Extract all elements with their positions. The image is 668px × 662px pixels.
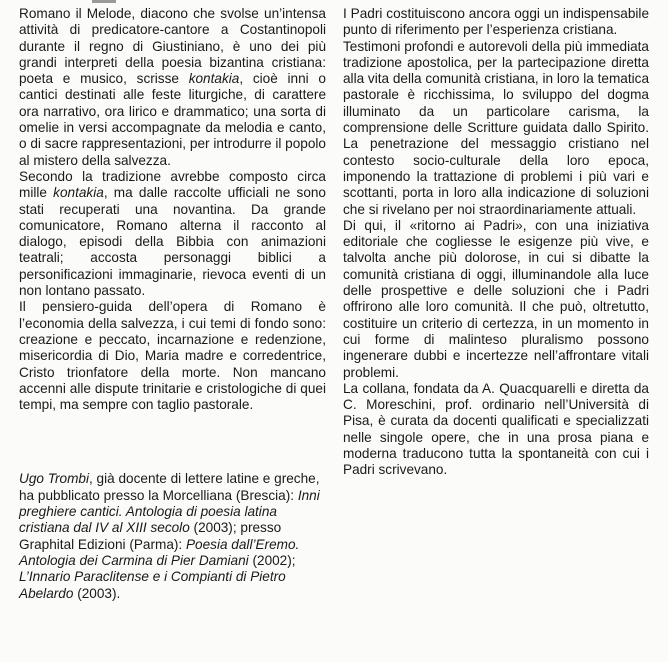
italic-term: kontakia <box>53 185 104 201</box>
top-edge-mark <box>92 0 116 3</box>
book-title: Inni preghiere cantici. Antologia di poesia latina cristiana dal IV al XIII secolo <box>19 487 320 536</box>
paragraph-fathers-reference: I Padri costituiscono ancora oggi un indispensabile punto di riferimento per l’esperienza cristiana. <box>343 6 649 38</box>
paragraph-tradition <box>19 169 326 299</box>
paragraph-witnesses: Testimoni profondi e autorevoli della più immediata tradizione apostolica, per la partecipazione diretta alla vita della comunità cristiana, in loro la tematica pastorale è ricchissima, lo sviluppo del dogma illuminato da un particolare carisma, la comprensione delle Scritture guidata dallo Spirito. La penetrazione del messaggio cristiano nel contesto socio-culturale della loro epoca, imponendo la trattazione di problemi i più vari e scottanti, porta in loro alla indicazione di soluzioni che si rivelano per noi straordinariamente attuali. <box>343 38 650 217</box>
right-column <box>343 6 649 479</box>
text-run: Romano il Melode, diacono che svolse un’intensa attività di predicatore-cantore a Costantinopoli durante il regno di Giustiniano, è uno dei più grandi interpreti della poesia bizantina cristiana: poeta e musico, scrisse <box>19 6 326 87</box>
paragraph-return-to-fathers: Di qui, il «ritorno ai Padri», con una iniziativa editoriale che cogliesse le esigenze più vive, e talvolta anche più dolorose, in cui si dibatte la comunità cristiana di oggi, illuminandole alla luce delle prospettive e delle soluzioni che i Padri offrirono alle loro comunità. Il che può, oltretutto, costituire un criterio di certezza, in un momento in cui forme di malinteso pluralismo possono ingenerare dubbi e incertezze nell’affrontare vitali problemi. <box>343 217 649 380</box>
text-run: , già docente di lettere latine e greche, ha pubblicato presso la Morcelliana (Brescia): <box>19 471 320 503</box>
text-run: , cioè inni o cantici destinati alle feste liturgiche, di carattere ora narrativo, ora lirico e drammatico; una sorta di omelie in versi accompagnate da melodia e canto, o di sacre rappresentazioni, per introdurre il popolo al mistero della salvezza. <box>19 71 326 168</box>
text-run: Secondo la tradizione avrebbe composto circa mille <box>19 168 326 201</box>
author-name: Ugo Trombi <box>19 471 89 487</box>
book-title: L’Innario Paraclitense e i Compianti di Pietro Abelardo <box>19 569 286 601</box>
book-title: Poesia dall’Eremo. Antologia dei Carmina di Pier Damiani <box>19 536 300 568</box>
text-run: (2003); presso Graphital Edizioni (Parma): <box>19 520 282 552</box>
left-column <box>19 6 326 602</box>
paragraph-guiding-thought: Il pensiero-guida dell’opera di Romano è l’economia della salvezza, i cui temi di fondo sono: creazione e peccato, incarnazione e redenzione, misericordia di Dio, Maria madre e corredentrice, Cristo trionfatore della morte. Non mancano accenni alle dispute trinitarie e cristologiche di quei tempi, ma sempre con taglio pastorale. <box>19 299 326 413</box>
text-run: , ma dalle raccolte ufficiali ne sono stati recuperati una novantina. Da grande comunicatore, Romano alterna il racconto al dialogo, episodi della Bibbia con animazioni teatrali; accosta personaggi biblici a personificazioni immaginarie, rievoca eventi di un non lontano passato. <box>19 185 326 299</box>
author-bio <box>19 471 326 601</box>
paragraph-romano-intro <box>19 6 326 169</box>
text-run: (2002); <box>248 552 296 568</box>
text-run: (2003). <box>73 585 121 601</box>
paragraph-series-info: La collana, fondata da A. Quacquarelli e diretta da C. Moreschini, prof. ordinario nell’Università di Pisa, è curata da docenti qualificati e specializzati nelle singole opere, che in una prosa piana e moderna traducono tutta la spontaneità con cui i Padri scrivevano. <box>343 380 649 478</box>
italic-term: kontakia <box>188 71 240 87</box>
